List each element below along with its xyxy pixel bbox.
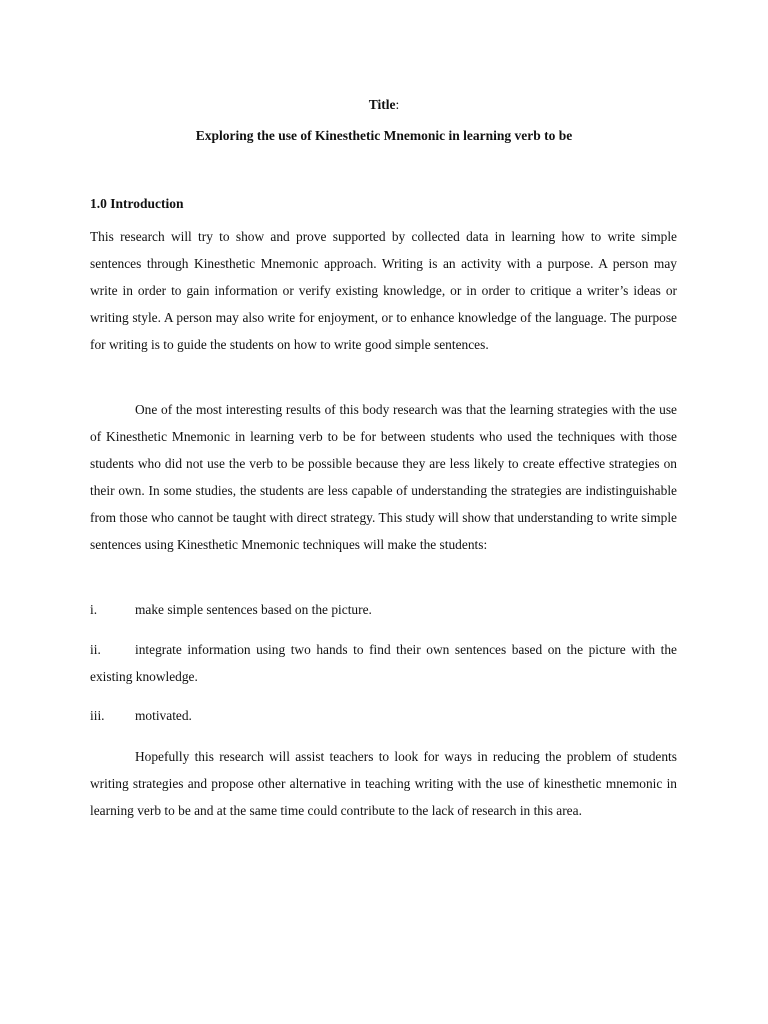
list-item <box>90 702 677 729</box>
paragraph-intro: This research will try to show and prove supported by collected data in learning how to write simple sentences through Kinesthetic Mnemonic approach. Writing is an activity with a purpose. A person may write in order to gain information or verify existing knowledge, or in order to critique a writer’s ideas or writing style. A person may also write for enjoyment, or to enhance knowledge of the language. The purpose for writing is to guide the students on how to write good simple sentences. <box>90 229 677 352</box>
list-item <box>90 636 677 690</box>
list-item-text: integrate information using two hands to find their own sentences based on the picture with the existing knowledge. <box>90 642 677 684</box>
list-item <box>90 596 677 623</box>
list-item-text: motivated. <box>135 708 192 723</box>
paragraph-conclusion: Hopefully this research will assist teachers to look for ways in reducing the problem of students writing strategies and propose other alternative in teaching writing with the use of kinesthetic mnemonic in learning verb to be and at the same time could contribute to the lack of research in this area. <box>90 749 677 818</box>
section-heading: 1.0 Introduction <box>90 196 184 211</box>
document-title: Exploring the use of Kinesthetic Mnemonic in learning verb to be <box>195 128 573 143</box>
title-label-text: Title <box>368 97 396 112</box>
title-label <box>0 96 768 114</box>
paragraph-results: One of the most interesting results of this body research was that the learning strategies with the use of Kinesthetic Mnemonic in learning verb to be for between students who used the techniques with those students who did not use the verb to be possible because they are less likely to create effective strategies on their own. In some studies, the students are less capable of understanding the strategies are indistinguishable from those who cannot be taught with direct strategy. This study will show that understanding to write simple sentences using Kinesthetic Mnemonic techniques will make the students: <box>90 402 677 552</box>
title-label-colon: : <box>395 97 400 112</box>
list-item-text: make simple sentences based on the picture. <box>135 602 372 617</box>
list-marker: iii. <box>90 708 105 723</box>
list-marker: ii. <box>90 642 101 657</box>
list-marker: i. <box>90 602 98 617</box>
